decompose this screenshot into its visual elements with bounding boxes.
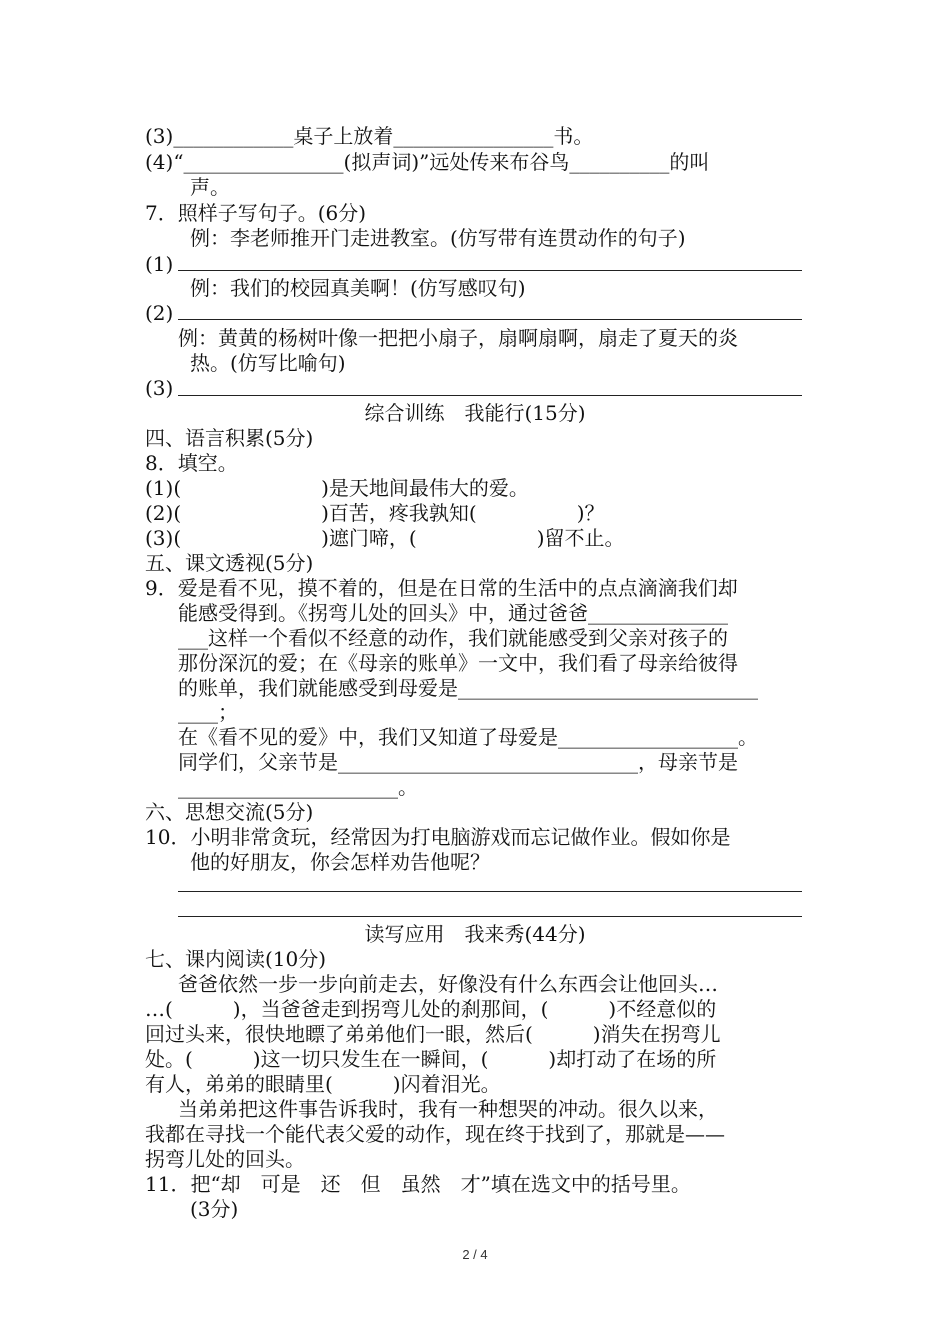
passage-line-8: 拐弯儿处的回头。 bbox=[145, 1147, 305, 1171]
answer-label-2: (2) bbox=[145, 301, 174, 325]
example-3-cont: 热。(仿写比喻句) bbox=[190, 351, 346, 375]
question-7: 7．照样子写句子。(6分) bbox=[145, 201, 367, 225]
item-6-4: (4)“________________(拟声词)”远处传来布谷鸟__________的叫 bbox=[145, 150, 710, 174]
question-9-line-3: ___这样一个看似不经意的动作，我们就能感受到父亲对孩子的 bbox=[178, 626, 728, 650]
passage-line-7: 我都在寻找一个能代表父爱的动作，现在终于找到了，那就是—— bbox=[145, 1122, 725, 1146]
passage-line-4: 处。( )这一切只发生在一瞬间，( )却打动了在场的所 bbox=[145, 1047, 717, 1071]
question-9-line-6: ____； bbox=[178, 700, 238, 724]
example-3: 例：黄黄的杨树叶像一把把小扇子，扇啊扇啊，扇走了夏天的炎 bbox=[178, 326, 738, 350]
passage-line-3: 回过头来，很快地瞟了弟弟他们一眼，然后( )消失在拐弯儿 bbox=[145, 1022, 721, 1046]
example-1: 例：李老师推开门走进教室。(仿写带有连贯动作的句子) bbox=[190, 226, 686, 250]
answer-line-3 bbox=[178, 395, 802, 396]
item-6-3: (3)____________桌子上放着________________书。 bbox=[145, 124, 594, 148]
answer-label-1: (1) bbox=[145, 252, 174, 276]
question-11: 11．把“却 可是 还 但 虽然 才”填在选文中的括号里。 bbox=[145, 1172, 691, 1196]
item-6-4-cont: 声。 bbox=[190, 175, 230, 199]
question-10: 10．小明非常贪玩，经常因为打电脑游戏而忘记做作业。假如你是 bbox=[145, 825, 731, 849]
answer-label-3: (3) bbox=[145, 376, 174, 400]
question-9-line-9: ______________________。 bbox=[178, 775, 418, 799]
question-10-cont: 他的好朋友，你会怎样劝告他呢？ bbox=[190, 850, 490, 874]
item-8-3: (3)( )遮门啼，( )留不止。 bbox=[145, 526, 625, 550]
question-11-points: (3分) bbox=[190, 1197, 239, 1221]
answer-line-10a bbox=[178, 891, 802, 892]
part-7-heading: 七、课内阅读(10分) bbox=[145, 947, 327, 971]
question-9: 9．爱是看不见，摸不着的，但是在日常的生活中的点点滴滴我们却 bbox=[145, 576, 738, 600]
answer-line-2 bbox=[178, 319, 802, 320]
passage-line-1: 爸爸依然一步一步向前走去，好像没有什么东西会让他回头… bbox=[178, 972, 718, 996]
question-8: 8．填空。 bbox=[145, 451, 238, 475]
answer-line-1 bbox=[178, 270, 802, 271]
answer-line-10b bbox=[178, 916, 802, 917]
question-9-line-4: 那份深沉的爱；在《母亲的账单》一文中，我们看了母亲给彼得 bbox=[178, 651, 738, 675]
example-2: 例：我们的校园真美啊！(仿写感叹句) bbox=[190, 276, 526, 300]
passage-line-2: …( )，当爸爸走到拐弯儿处的刹那间，( )不经意似的 bbox=[145, 997, 717, 1021]
page-number: 2 / 4 bbox=[462, 1247, 488, 1262]
passage-line-5: 有人，弟弟的眼睛里( )闪着泪光。 bbox=[145, 1072, 501, 1096]
section-heading-comprehensive: 综合训练 我能行(15分) bbox=[364, 401, 586, 425]
part-5-heading: 五、课文透视(5分) bbox=[145, 551, 314, 575]
passage-line-6: 当弟弟把这件事告诉我时，我有一种想哭的冲动。很久以来， bbox=[178, 1097, 718, 1121]
part-4-heading: 四、语言积累(5分) bbox=[145, 426, 314, 450]
question-9-line-2: 能感受得到。《拐弯儿处的回头》中，通过爸爸______________ bbox=[178, 601, 728, 625]
item-8-2: (2)( )百苦，疼我孰知( )？ bbox=[145, 501, 605, 525]
section-heading-reading-writing: 读写应用 我来秀(44分) bbox=[364, 922, 586, 946]
part-6-heading: 六、思想交流(5分) bbox=[145, 800, 314, 824]
item-8-1: (1)( )是天地间最伟大的爱。 bbox=[145, 476, 529, 500]
question-9-line-8: 同学们，父亲节是______________________________，母亲节是 bbox=[178, 750, 738, 774]
question-9-line-7: 在《看不见的爱》中，我们又知道了母爱是__________________。 bbox=[178, 725, 758, 749]
question-9-line-5: 的账单，我们就能感受到母爱是______________________________ bbox=[178, 676, 758, 700]
